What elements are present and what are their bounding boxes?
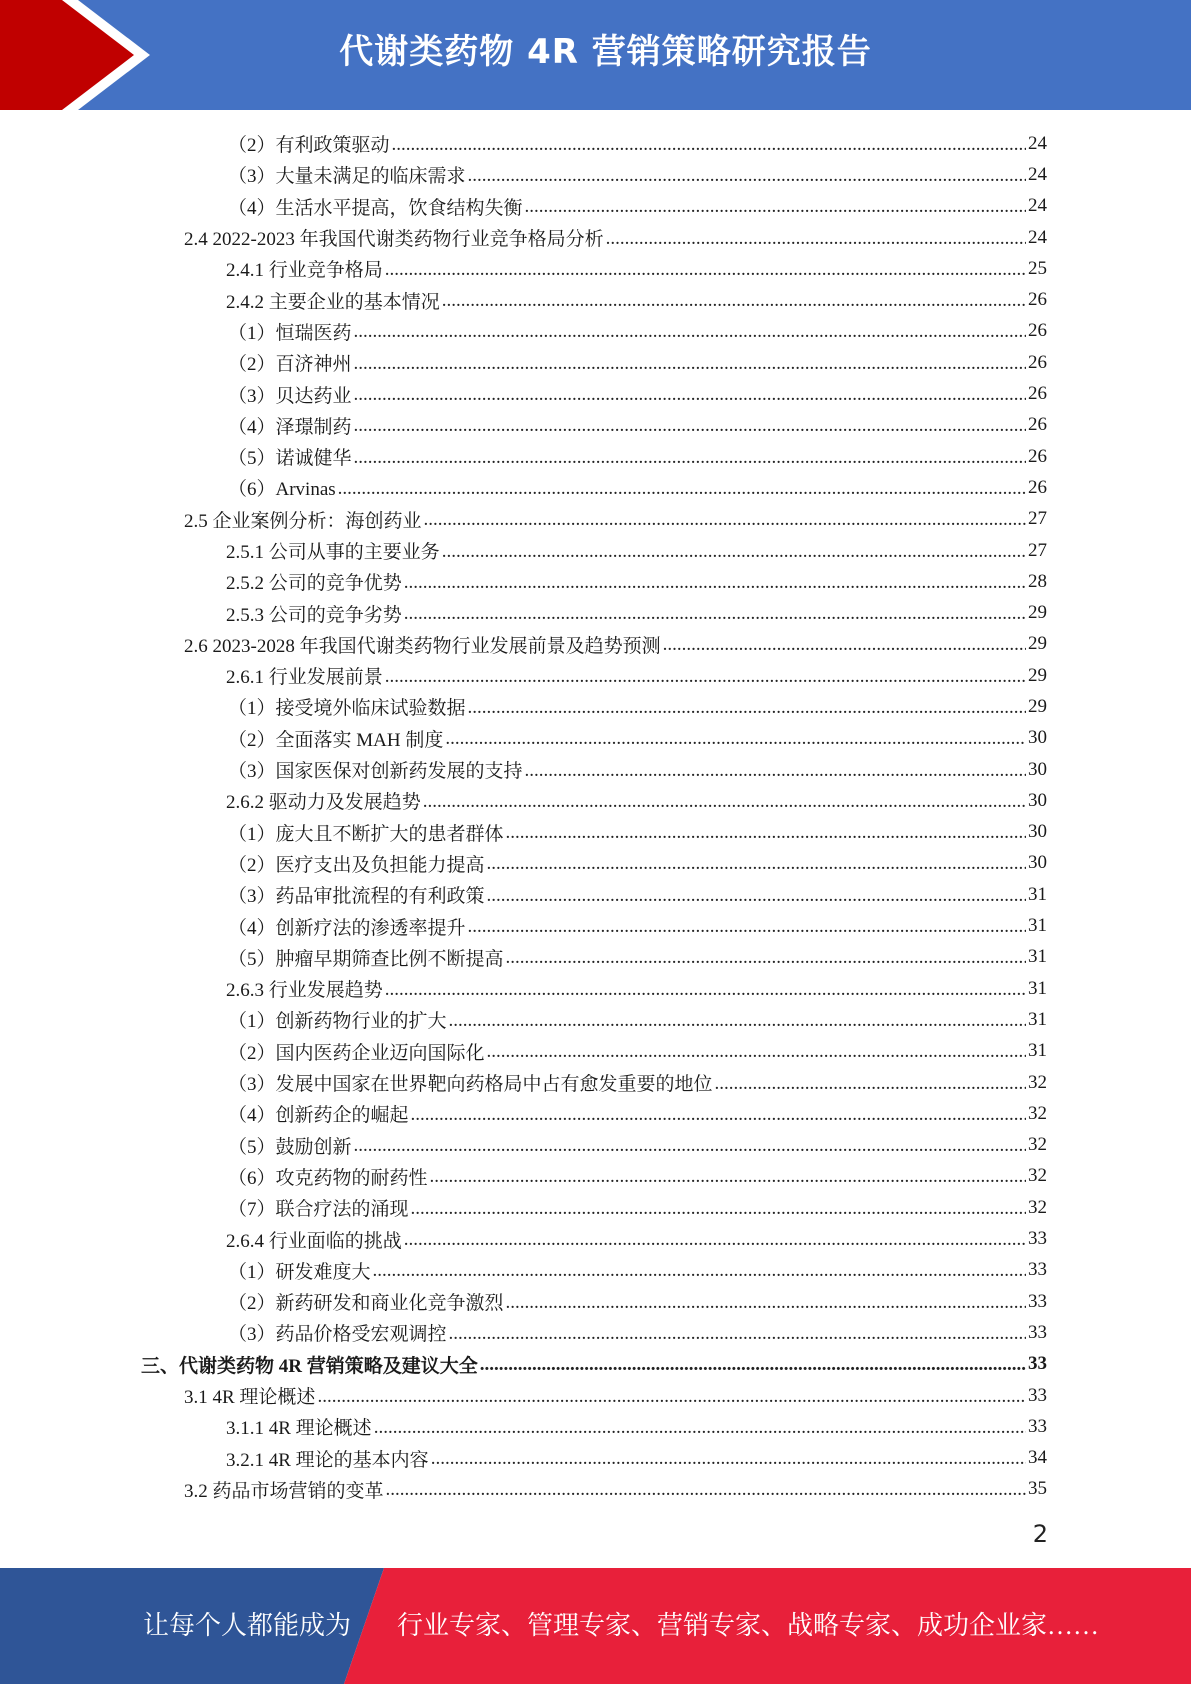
toc-entry-page: 32 <box>1028 1134 1047 1156</box>
toc-entry-page: 31 <box>1028 1040 1047 1062</box>
toc-dot-leader <box>423 791 1026 813</box>
toc-entry-page: 32 <box>1028 1071 1047 1093</box>
toc-entry-page: 32 <box>1028 1165 1047 1187</box>
toc-entry[interactable] <box>0 378 1191 409</box>
toc-entry[interactable] <box>0 535 1191 566</box>
toc-entry-page: 30 <box>1028 821 1047 843</box>
toc-entry-page: 27 <box>1028 539 1047 561</box>
toc-dot-leader <box>468 165 1026 187</box>
toc-entry-page: 29 <box>1028 695 1047 717</box>
toc-dot-leader <box>449 1010 1026 1032</box>
toc-entry[interactable] <box>0 1067 1191 1098</box>
toc-entry[interactable] <box>0 691 1191 722</box>
toc-entry-page: 29 <box>1028 664 1047 686</box>
toc-entry-title: （5）鼓励创新 <box>228 1136 352 1158</box>
toc-dot-leader <box>431 1448 1026 1470</box>
toc-entry-page: 33 <box>1028 1353 1047 1375</box>
toc-entry-title: 2.6.4 行业面临的挑战 <box>226 1230 402 1252</box>
toc-entry[interactable] <box>0 504 1191 535</box>
toc-entry-title: （3）大量未满足的临床需求 <box>228 166 466 188</box>
toc-entry-page: 26 <box>1028 414 1047 436</box>
toc-entry[interactable] <box>0 754 1191 785</box>
toc-entry[interactable] <box>0 284 1191 315</box>
toc-dot-leader <box>411 1198 1026 1220</box>
toc-dot-leader <box>386 1479 1026 1501</box>
toc-entry[interactable] <box>0 253 1191 284</box>
toc-dot-leader <box>424 509 1026 531</box>
toc-entry[interactable] <box>0 1286 1191 1317</box>
toc-entry[interactable] <box>0 1474 1191 1505</box>
toc-entry-page: 28 <box>1028 570 1047 592</box>
toc-entry-page: 26 <box>1028 289 1047 311</box>
toc-dot-leader <box>373 1260 1026 1282</box>
toc-entry-page: 31 <box>1028 946 1047 968</box>
toc-entry-title: （3）贝达药业 <box>228 385 352 407</box>
toc-entry-title: 2.6.2 驱动力及发展趋势 <box>226 792 421 814</box>
toc-entry-page: 26 <box>1028 445 1047 467</box>
toc-entry-page: 33 <box>1028 1259 1047 1281</box>
toc-dot-leader <box>411 1104 1026 1126</box>
toc-entry-page: 26 <box>1028 383 1047 405</box>
toc-entry[interactable] <box>0 1317 1191 1348</box>
toc-entry-page: 31 <box>1028 915 1047 937</box>
toc-entry-title: （1）恒瑞医药 <box>228 322 352 344</box>
toc-entry-page: 32 <box>1028 1196 1047 1218</box>
toc-entry-title: （3）药品审批流程的有利政策 <box>228 886 485 908</box>
toc-entry-page: 26 <box>1028 476 1047 498</box>
toc-entry[interactable] <box>0 785 1191 816</box>
toc-entry-page: 35 <box>1028 1478 1047 1500</box>
toc-dot-leader <box>338 478 1026 500</box>
toc-entry-title: 2.5.1 公司从事的主要业务 <box>226 542 440 563</box>
toc-entry-title: 2.5 企业案例分析：海创药业 <box>184 510 422 532</box>
toc-entry[interactable] <box>0 723 1191 754</box>
toc-entry-title: （2）医疗支出及负担能力提高 <box>228 854 485 876</box>
toc-entry-title: （4）创新疗法的渗透率提升 <box>228 917 466 939</box>
toc-entry-title: （1）接受境外临床试验数据 <box>228 698 466 720</box>
toc-entry-page: 33 <box>1028 1321 1047 1343</box>
toc-entry-title: 2.6.3 行业发展趋势 <box>226 980 383 1002</box>
toc-entry-title: 3.2.1 4R 理论的基本内容 <box>226 1449 429 1471</box>
toc-entry-page: 24 <box>1028 163 1047 185</box>
toc-entry-title: （3）发展中国家在世界靶向药格局中占有愈发重要的地位 <box>228 1074 713 1096</box>
footer-slogan-left: 让每个人都能成为 <box>143 1611 352 1640</box>
toc-entry-title: 2.6.1 行业发展前景 <box>226 667 383 689</box>
toc-dot-leader <box>374 1417 1026 1439</box>
toc-entry[interactable] <box>0 1349 1191 1380</box>
toc-dot-leader <box>506 1292 1026 1314</box>
report-title: 代谢类药物 4R 营销策略研究报告 <box>339 32 872 72</box>
toc-entry-title: （1）创新药物行业的扩大 <box>228 1011 447 1033</box>
toc-dot-leader <box>480 1354 1026 1376</box>
toc-dot-leader <box>442 290 1026 312</box>
toc-entry-page: 26 <box>1028 320 1047 342</box>
toc-entry[interactable] <box>0 879 1191 910</box>
toc-dot-leader <box>487 853 1026 875</box>
toc-entry[interactable] <box>0 973 1191 1004</box>
toc-entry[interactable] <box>0 316 1191 347</box>
toc-dot-leader <box>404 1229 1026 1251</box>
toc-entry-title: （4）泽璟制药 <box>228 416 352 438</box>
toc-entry-title: （2）有利政策驱动 <box>228 135 390 157</box>
toc-entry-page: 25 <box>1028 257 1047 279</box>
toc-entry-title: （1）庞大且不断扩大的患者群体 <box>228 823 504 845</box>
toc-entry-title: （2）全面落实 MAH 制度 <box>228 729 444 751</box>
page-number: 2 <box>1032 1520 1048 1548</box>
toc-dot-leader <box>606 228 1026 250</box>
toc-entry-page: 29 <box>1028 602 1047 624</box>
toc-dot-leader <box>468 916 1026 938</box>
toc-entry-title: （6）攻克药物的耐药性 <box>228 1167 428 1189</box>
toc-dot-leader <box>392 134 1026 156</box>
toc-entry-title: （2）新药研发和商业化竞争激烈 <box>228 1293 504 1315</box>
toc-dot-leader <box>354 1135 1026 1157</box>
toc-entry[interactable] <box>0 128 1191 159</box>
footer-slogan-right: 行业专家、管理专家、营销专家、战略专家、成功企业家…… <box>397 1611 1100 1640</box>
toc-entry-page: 30 <box>1028 758 1047 780</box>
toc-entry[interactable] <box>0 597 1191 628</box>
toc-entry-title: 三、代谢类药物 4R 营销策略及建议大全 <box>141 1355 478 1377</box>
toc-entry-title: 2.4.1 行业竞争格局 <box>226 260 383 282</box>
toc-entry-page: 33 <box>1028 1415 1047 1437</box>
toc-dot-leader <box>354 384 1026 406</box>
toc-entry-page: 29 <box>1028 633 1047 655</box>
toc-entry-title: （4）创新药企的崛起 <box>228 1105 409 1127</box>
toc-dot-leader <box>385 666 1026 688</box>
page-footer <box>0 1568 1191 1684</box>
toc-dot-leader <box>445 728 1026 750</box>
toc-entry-title: （5）诺诚健华 <box>228 448 352 470</box>
toc-entry-title: 2.6 2023-2028 年我国代谢类药物行业发展前景及趋势预测 <box>184 635 661 657</box>
toc-dot-leader <box>506 822 1026 844</box>
toc-dot-leader <box>354 415 1026 437</box>
toc-entry-title: 2.4.2 主要企业的基本情况 <box>226 291 440 313</box>
toc-entry-page: 32 <box>1028 1102 1047 1124</box>
toc-entry-title: （5）肿瘤早期筛查比例不断提高 <box>228 948 504 970</box>
toc-entry[interactable] <box>0 1098 1191 1129</box>
toc-entry-title: 2.4 2022-2023 年我国代谢类药物行业竞争格局分析 <box>184 229 604 251</box>
toc-entry-title: 3.1.1 4R 理论概述 <box>226 1418 372 1440</box>
toc-entry[interactable] <box>0 848 1191 879</box>
toc-entry-title: 2.5.2 公司的竞争优势 <box>226 573 402 595</box>
toc-entry-page: 24 <box>1028 195 1047 217</box>
toc-entry[interactable] <box>0 942 1191 973</box>
toc-dot-leader <box>506 947 1026 969</box>
toc-entry-page: 33 <box>1028 1228 1047 1250</box>
toc-entry-page: 24 <box>1028 132 1047 154</box>
toc-dot-leader <box>430 1166 1026 1188</box>
toc-dot-leader <box>404 572 1026 594</box>
toc-entry[interactable] <box>0 660 1191 691</box>
toc-entry[interactable] <box>0 910 1191 941</box>
toc-entry-title: （2）国内医药企业迈向国际化 <box>228 1042 485 1064</box>
toc-entry-page: 30 <box>1028 789 1047 811</box>
toc-dot-leader <box>449 1323 1026 1345</box>
toc-entry[interactable] <box>0 472 1191 503</box>
toc-entry[interactable] <box>0 1004 1191 1035</box>
toc-entry-page: 33 <box>1028 1384 1047 1406</box>
toc-dot-leader <box>487 885 1026 907</box>
toc-entry-page: 31 <box>1028 977 1047 999</box>
toc-dot-leader <box>404 603 1026 625</box>
toc-entry-title: 3.2 药品市场营销的变革 <box>184 1480 384 1502</box>
page-header <box>0 0 1191 110</box>
toc-entry[interactable] <box>0 222 1191 253</box>
toc-entry-title: （6）Arvinas <box>228 479 336 501</box>
toc-dot-leader <box>317 1386 1026 1408</box>
toc-entry-title: （2）百济神州 <box>228 354 352 376</box>
toc-entry-title: （3）药品价格受宏观调控 <box>228 1324 447 1346</box>
toc-entry[interactable] <box>0 1192 1191 1223</box>
toc-entry[interactable] <box>0 1442 1191 1473</box>
toc-dot-leader <box>715 1073 1026 1095</box>
toc-dot-leader <box>354 447 1026 469</box>
toc-entry-title: （4）生活水平提高，饮食结构失衡 <box>228 197 523 219</box>
toc-entry[interactable] <box>0 159 1191 190</box>
toc-entry[interactable] <box>0 1161 1191 1192</box>
toc-dot-leader <box>385 979 1026 1001</box>
toc-entry[interactable] <box>0 347 1191 378</box>
toc-entry[interactable] <box>0 441 1191 472</box>
toc-entry-page: 31 <box>1028 883 1047 905</box>
toc-entry[interactable] <box>0 1036 1191 1067</box>
toc-entry[interactable] <box>0 1223 1191 1254</box>
toc-entry-page: 27 <box>1028 508 1047 530</box>
toc-dot-leader <box>663 634 1026 656</box>
toc-dot-leader <box>442 541 1026 563</box>
toc-entry[interactable] <box>0 191 1191 222</box>
toc-entry-page: 30 <box>1028 852 1047 874</box>
toc-entry-title: 2.5.3 公司的竞争劣势 <box>226 604 402 626</box>
table-of-contents <box>0 128 1191 1505</box>
toc-entry-page: 26 <box>1028 351 1047 373</box>
toc-entry[interactable] <box>0 410 1191 441</box>
toc-entry-page: 34 <box>1028 1447 1047 1469</box>
toc-entry-page: 30 <box>1028 727 1047 749</box>
toc-entry-title: （7）联合疗法的涌现 <box>228 1199 409 1221</box>
toc-entry[interactable] <box>0 629 1191 660</box>
toc-entry[interactable] <box>0 1411 1191 1442</box>
toc-entry[interactable] <box>0 1255 1191 1286</box>
toc-entry[interactable] <box>0 1380 1191 1411</box>
toc-entry-page: 31 <box>1028 1008 1047 1030</box>
toc-entry-page: 33 <box>1028 1290 1047 1312</box>
toc-entry[interactable] <box>0 566 1191 597</box>
toc-entry[interactable] <box>0 817 1191 848</box>
toc-dot-leader <box>354 321 1026 343</box>
toc-entry-title: （1）研发难度大 <box>228 1261 371 1283</box>
toc-entry-title: 3.1 4R 理论概述 <box>184 1387 316 1409</box>
toc-dot-leader <box>385 259 1026 281</box>
toc-entry-title: （3）国家医保对创新药发展的支持 <box>228 761 523 783</box>
toc-dot-leader <box>525 760 1026 782</box>
toc-entry[interactable] <box>0 1130 1191 1161</box>
toc-dot-leader <box>487 1041 1026 1063</box>
toc-dot-leader <box>468 697 1026 719</box>
toc-dot-leader <box>354 353 1026 375</box>
toc-dot-leader <box>525 196 1026 218</box>
toc-entry-page: 24 <box>1028 226 1047 248</box>
